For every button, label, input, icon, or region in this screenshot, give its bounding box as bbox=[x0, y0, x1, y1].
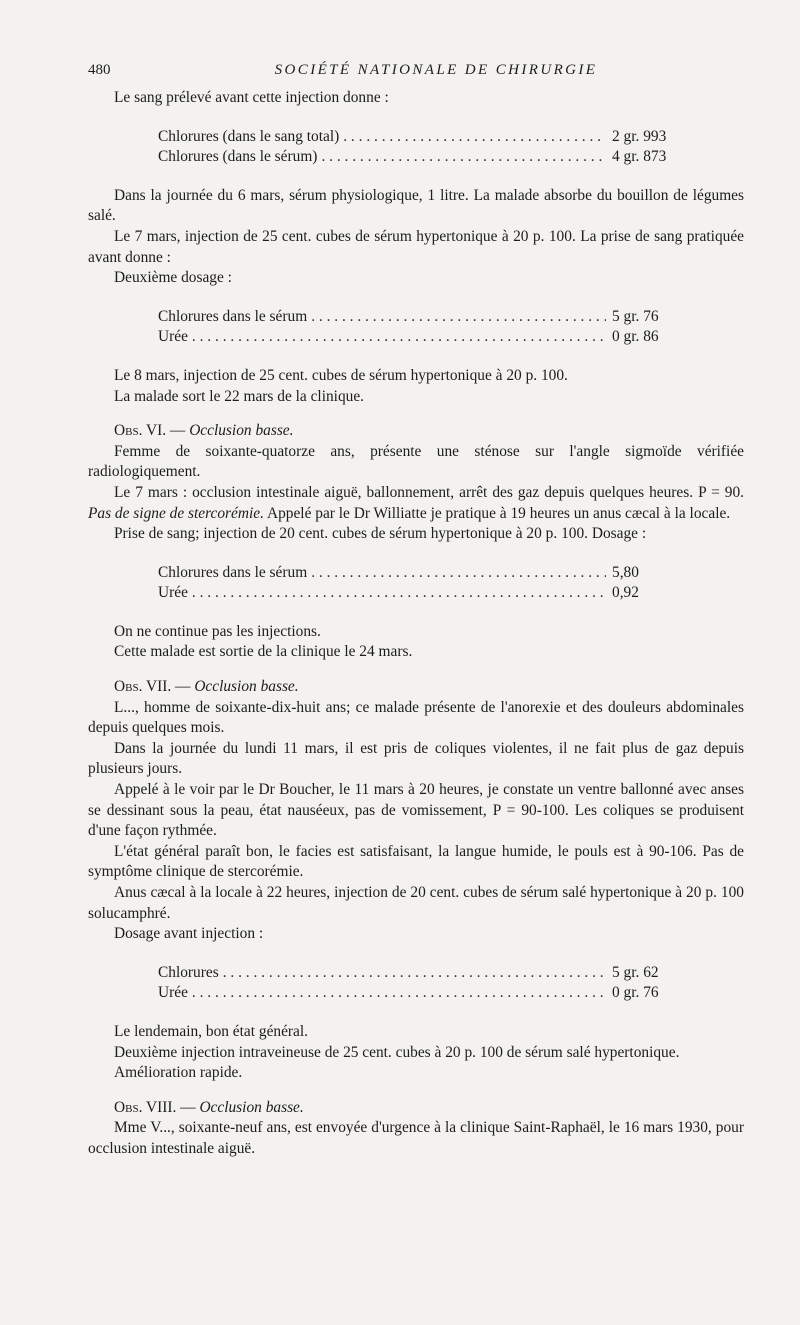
observation-title: Occlusion basse. bbox=[189, 422, 294, 440]
paragraph-text: Cette malade est sortie de la clinique le 24 mars. bbox=[114, 643, 413, 661]
spacer bbox=[88, 610, 744, 622]
dosage-label: Chlorures (dans le sérum) bbox=[158, 148, 318, 166]
paragraph bbox=[88, 698, 744, 739]
dosage-label: Urée bbox=[158, 584, 188, 602]
dosage-row bbox=[158, 963, 670, 984]
dosage-value: 5 gr. 76 bbox=[612, 307, 659, 325]
paragraph bbox=[88, 442, 744, 483]
paragraph-text: L..., homme de soixante-dix-huit ans; ce malade présente de l'anorexie et des douleurs abdominales depuis quelques mois. bbox=[88, 698, 744, 737]
spacer bbox=[88, 174, 744, 186]
observation-heading bbox=[88, 677, 744, 698]
paragraph-italic-text: Pas de signe de stercorémie. bbox=[88, 504, 264, 522]
dot-leader bbox=[343, 127, 606, 148]
dot-leader bbox=[192, 983, 606, 1004]
paragraph-text: Deuxième injection intraveineuse de 25 cent. cubes à 20 p. 100 de sérum salé hypertonique. bbox=[114, 1043, 680, 1061]
paragraph bbox=[88, 387, 744, 408]
observation-heading bbox=[88, 421, 744, 442]
dot-leader bbox=[321, 147, 606, 168]
dosage-table bbox=[158, 127, 670, 168]
observation-prefix: Obs. bbox=[114, 422, 143, 440]
paragraph-text: La malade sort le 22 mars de la clinique. bbox=[114, 387, 365, 405]
paragraph-text: Dans la journée du lundi 11 mars, il est pris de coliques violentes, il ne fait plus de gaz depuis plusieurs jours. bbox=[88, 739, 744, 778]
spacer bbox=[88, 945, 744, 957]
paragraph-text: Dosage avant injection : bbox=[114, 925, 264, 943]
dosage-label: Urée bbox=[158, 328, 188, 346]
paragraph-text: Anus cæcal à la locale à 22 heures, injection de 20 cent. cubes de sérum salé hypertonique à 20 p. 100 solucamphré. bbox=[88, 884, 744, 922]
spacer bbox=[88, 1010, 744, 1022]
paragraph-text: Le 7 mars, injection de 25 cent. cubes de sérum hypertonique à 20 p. 100. La prise de sang pratiquée avant donne : bbox=[88, 227, 744, 266]
dosage-table bbox=[158, 307, 670, 348]
paragraph bbox=[88, 88, 744, 109]
paragraph-text: Le lendemain, bon état général. bbox=[114, 1022, 309, 1040]
dot-leader bbox=[311, 563, 606, 584]
dot-leader bbox=[192, 327, 606, 348]
paragraph bbox=[88, 883, 744, 924]
document-body bbox=[88, 88, 744, 1160]
dosage-row bbox=[158, 583, 670, 604]
dosage-row bbox=[158, 127, 670, 148]
paragraph bbox=[88, 227, 744, 268]
dosage-label: Chlorures bbox=[158, 963, 219, 981]
paragraph bbox=[88, 524, 744, 545]
paragraph-text: Deuxième dosage : bbox=[114, 269, 232, 287]
spacer bbox=[88, 354, 744, 366]
dosage-row bbox=[158, 563, 670, 584]
dot-leader bbox=[223, 963, 606, 984]
dosage-value: 4 gr. 873 bbox=[612, 148, 667, 166]
spacer bbox=[88, 545, 744, 557]
paragraph-text: Femme de soixante-quatorze ans, présente une sténose sur l'angle sigmoïde vérifiée radiologiquement. bbox=[88, 442, 744, 481]
paragraph-text: Le 8 mars, injection de 25 cent. cubes de sérum hypertonique à 20 p. 100. bbox=[114, 366, 568, 384]
observation-prefix: Obs. bbox=[114, 678, 143, 696]
observation-number: VII. — bbox=[146, 678, 191, 696]
paragraph bbox=[88, 366, 744, 387]
dosage-value: 5 gr. 62 bbox=[612, 963, 659, 981]
dosage-row bbox=[158, 147, 670, 168]
spacer bbox=[88, 407, 744, 421]
observation-heading bbox=[88, 1098, 744, 1119]
dosage-value: 0 gr. 76 bbox=[612, 984, 659, 1002]
paragraph bbox=[88, 1118, 744, 1159]
spacer bbox=[88, 1084, 744, 1098]
spacer bbox=[88, 289, 744, 301]
page-number: 480 bbox=[88, 62, 111, 78]
page-header bbox=[88, 58, 744, 88]
spacer bbox=[88, 109, 744, 121]
dosage-value: 5,80 bbox=[612, 563, 639, 581]
dosage-table bbox=[158, 563, 670, 604]
paragraph bbox=[88, 483, 744, 524]
paragraph bbox=[88, 642, 744, 663]
observation-prefix: Obs. bbox=[114, 1098, 143, 1116]
paragraph-text: Prise de sang; injection de 20 cent. cubes de sérum hypertonique à 20 p. 100. Dosage : bbox=[114, 525, 647, 543]
paragraph-text: Dans la journée du 6 mars, sérum physiologique, 1 litre. La malade absorbe du bouillon de légumes salé. bbox=[88, 186, 744, 225]
paragraph-text: Mme V..., soixante-neuf ans, est envoyée d'urgence à la clinique Saint-Raphaël, le 16 mars 1930, pour occlusion intestinale aiguë. bbox=[88, 1119, 744, 1157]
dot-leader bbox=[192, 583, 606, 604]
dosage-value: 2 gr. 993 bbox=[612, 127, 667, 145]
paragraph-text: Le sang prélevé avant cette injection donne : bbox=[114, 89, 389, 106]
observation-title: Occlusion basse. bbox=[194, 678, 299, 696]
dosage-table bbox=[158, 963, 670, 1004]
paragraph-tail-text: Appelé par le Dr Williatte je pratique à 19 heures un anus cæcal à la locale. bbox=[266, 504, 731, 522]
paragraph bbox=[88, 780, 744, 842]
dot-leader bbox=[311, 307, 606, 328]
paragraph-text: Appelé à le voir par le Dr Boucher, le 11 mars à 20 heures, je constate un ventre ballonné avec anses se dessinant sous la peau, état nauséeux, pas de vomissement, P = 90-100. Les coliques se produisent d'une façon rythmée. bbox=[88, 781, 744, 840]
paragraph bbox=[88, 842, 744, 883]
paragraph-text: L'état général paraît bon, le facies est satisfaisant, la langue humide, le pouls est à 90-106. Pas de symptôme clinique de stercorémie. bbox=[88, 842, 744, 881]
dosage-label: Urée bbox=[158, 984, 188, 1002]
paragraph bbox=[88, 1063, 744, 1084]
dosage-label: Chlorures dans le sérum bbox=[158, 307, 308, 325]
dosage-row bbox=[158, 327, 670, 348]
paragraph bbox=[88, 1043, 744, 1064]
paragraph-text: Amélioration rapide. bbox=[114, 1064, 243, 1082]
dosage-value: 0 gr. 86 bbox=[612, 328, 659, 346]
observation-number: VIII. — bbox=[146, 1098, 196, 1116]
paragraph-text: On ne continue pas les injections. bbox=[114, 622, 321, 640]
spacer bbox=[88, 663, 744, 677]
paragraph bbox=[88, 739, 744, 780]
paragraph bbox=[88, 268, 744, 289]
paragraph bbox=[88, 622, 744, 643]
dosage-value: 0,92 bbox=[612, 584, 639, 602]
paragraph bbox=[88, 924, 744, 945]
paragraph-text: Le 7 mars : occlusion intestinale aiguë, ballonnement, arrêt des gaz depuis quelques heures. P = 90. bbox=[114, 483, 744, 501]
paragraph bbox=[88, 186, 744, 227]
paragraph bbox=[88, 1022, 744, 1043]
dosage-row bbox=[158, 307, 670, 328]
dosage-label: Chlorures dans le sérum bbox=[158, 563, 308, 581]
dosage-label: Chlorures (dans le sang total) bbox=[158, 127, 340, 145]
observation-title: Occlusion basse. bbox=[199, 1098, 304, 1116]
observation-number: VI. — bbox=[146, 422, 186, 440]
dosage-row bbox=[158, 983, 670, 1004]
running-title: SOCIÉTÉ NATIONALE DE CHIRURGIE bbox=[274, 62, 598, 78]
